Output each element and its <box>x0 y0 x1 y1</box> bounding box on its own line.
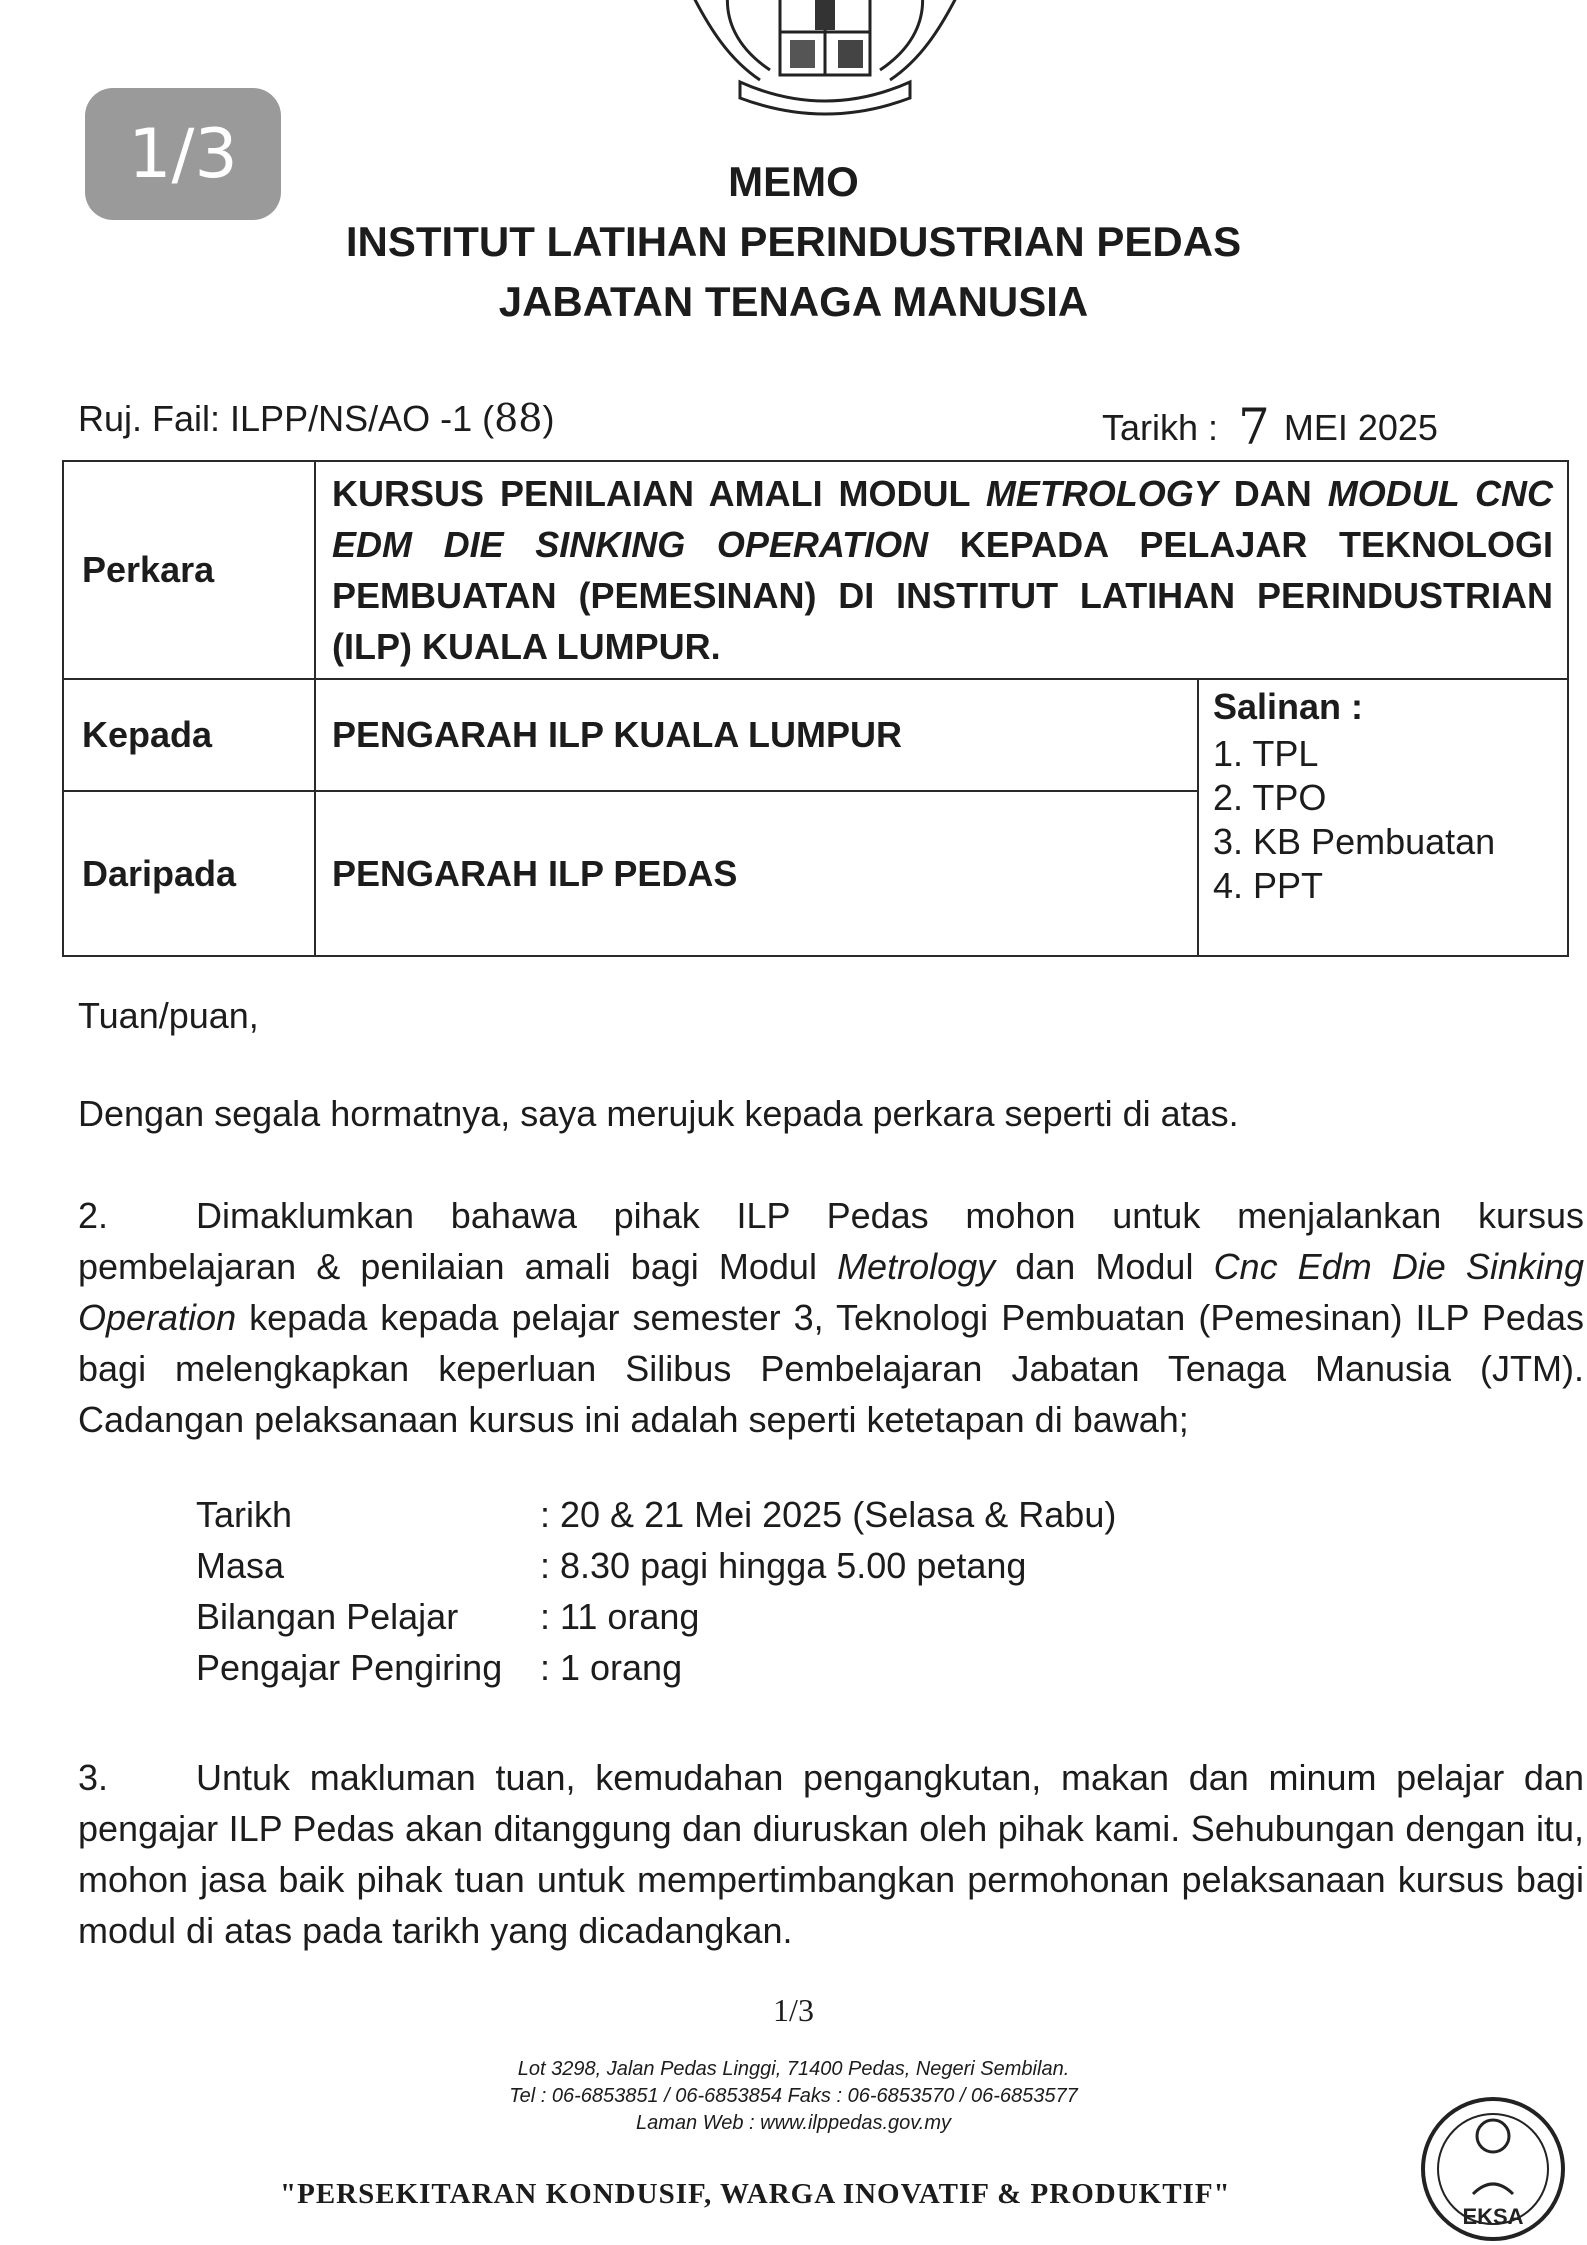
perkara-text-1: KURSUS PENILAIAN AMALI MODUL <box>332 473 986 514</box>
salinan-list <box>1213 732 1553 908</box>
perkara-text-2: METROLOGY <box>985 473 1218 514</box>
page-indicator-badge: 1/3 <box>85 88 281 220</box>
file-reference-label: Ruj. Fail: ILPP/NS/AO -1 ( <box>78 398 495 439</box>
detail-row <box>196 1494 1116 1545</box>
detail-key: Pengajar Pengiring <box>196 1647 503 1688</box>
memo-date <box>1102 394 1438 456</box>
detail-value: : 8.30 pagi hingga 5.00 petang <box>540 1545 1027 1586</box>
detail-value: : 20 & 21 Mei 2025 (Selasa & Rabu) <box>540 1494 1117 1535</box>
perkara-text-5: KEPADA PELAJAR TEKNOLOGI PEMBUATAN (PEMESINAN) DI INSTITUT LATIHAN PERINDUSTRIAN (ILP) KUALA LUMPUR. <box>332 524 1553 667</box>
kepada-label: Kepada <box>63 679 315 791</box>
footer-web: Laman Web : www.ilppedas.gov.my <box>636 2112 951 2134</box>
kepada-value: PENGARAH ILP KUALA LUMPUR <box>315 679 1198 791</box>
paragraph-2-text-4: Cnc Edm Die Sinking Operation <box>78 1246 1585 1338</box>
file-reference <box>78 396 554 440</box>
course-details <box>196 1494 1116 1698</box>
handwritten-reference-number: 88 <box>494 396 543 440</box>
daripada-label: Daripada <box>63 791 315 956</box>
detail-value: : 1 orang <box>540 1647 683 1688</box>
salinan-item: 1. TPL <box>1213 733 1319 774</box>
footer-address-block <box>0 2056 1587 2137</box>
paragraph-2-text-3: dan Modul <box>995 1246 1214 1287</box>
detail-key: Tarikh <box>196 1494 293 1535</box>
salinan-item: 3. KB Pembuatan <box>1213 821 1496 862</box>
detail-key: Bilangan Pelajar <box>196 1596 459 1637</box>
perkara-value <box>315 461 1568 679</box>
file-reference-close: ) <box>542 398 555 439</box>
salinan-item: 2. TPO <box>1213 777 1327 818</box>
greeting: Tuan/puan, <box>78 995 259 1036</box>
paragraph-2-text-2: Metrology <box>837 1246 996 1287</box>
page-number: 1/3 <box>773 1992 814 2028</box>
paragraph-3-number: 3. <box>78 1757 109 1798</box>
perkara-text-3: DAN <box>1217 473 1328 514</box>
daripada-value: PENGARAH ILP PEDAS <box>315 791 1198 956</box>
detail-row <box>196 1545 1116 1596</box>
salinan-title: Salinan : <box>1213 686 1364 727</box>
detail-key: Masa <box>196 1545 285 1586</box>
handwritten-date-day: 7 <box>1238 398 1270 456</box>
institute-name: INSTITUT LATIHAN PERINDUSTRIAN PEDAS <box>345 218 1242 265</box>
paragraph-2-number: 2. <box>78 1195 109 1236</box>
malaysia-crest-icon <box>670 0 980 120</box>
eksa-seal-icon <box>1418 2094 1568 2244</box>
seal-label: EKSA <box>1462 2204 1524 2229</box>
department-name: JABATAN TENAGA MANUSIA <box>498 278 1089 325</box>
detail-row <box>196 1596 1116 1647</box>
perkara-text-4: MODUL CNC EDM DIE SINKING OPERATION <box>332 473 1553 565</box>
footer-address: Lot 3298, Jalan Pedas Linggi, 71400 Pedas, Negeri Sembilan. <box>517 2058 1070 2080</box>
footer-phone: Tel : 06-6853851 / 06-6853854 Faks : 06-6853570 / 06-6853577 <box>509 2085 1078 2107</box>
memo-title: MEMO <box>728 158 859 205</box>
detail-value: : 11 orang <box>540 1596 700 1637</box>
detail-row <box>196 1647 1116 1698</box>
perkara-label: Perkara <box>63 461 315 679</box>
paragraph-3-text: Untuk makluman tuan, kemudahan pengangkutan, makan dan minum pelajar dan pengajar ILP Pedas akan ditanggung dan diuruskan oleh pihak kami. Sehubungan dengan itu, mohon jasa baik pihak tuan untuk mempertimbangkan permohonan pelaksanaan kursus bagi modul di atas pada tarikh yang dicadangkan. <box>78 1757 1584 1951</box>
date-month-year: MEI 2025 <box>1283 407 1438 448</box>
salinan-item: 4. PPT <box>1213 865 1324 906</box>
salinan-cell <box>1198 679 1568 956</box>
paragraph-1: Dengan segala hormatnya, saya merujuk kepada perkara seperti di atas. <box>78 1093 1239 1134</box>
paragraph-2 <box>78 1190 1584 1445</box>
paragraph-2-text-5: kepada kepada pelajar semester 3, Teknologi Pembuatan (Pemesinan) ILP Pedas bagi melengkapkan keperluan Silibus Pembelajaran Jabatan Tenaga Manusia (JTM). Cadangan pelaksanaan kursus ini adalah seperti ketetapan di bawah; <box>78 1297 1584 1440</box>
footer-motto: "PERSEKITARAN KONDUSIF, WARGA INOVATIF & PRODUKTIF" <box>280 2178 1231 2210</box>
date-label: Tarikh : <box>1102 407 1219 448</box>
memo-header-table <box>62 460 1569 957</box>
paragraph-2-text-1: Dimaklumkan bahawa pihak ILP Pedas mohon untuk menjalankan kursus pembelajaran & penilaian amali bagi Modul <box>78 1195 1584 1287</box>
paragraph-3 <box>78 1752 1584 1956</box>
